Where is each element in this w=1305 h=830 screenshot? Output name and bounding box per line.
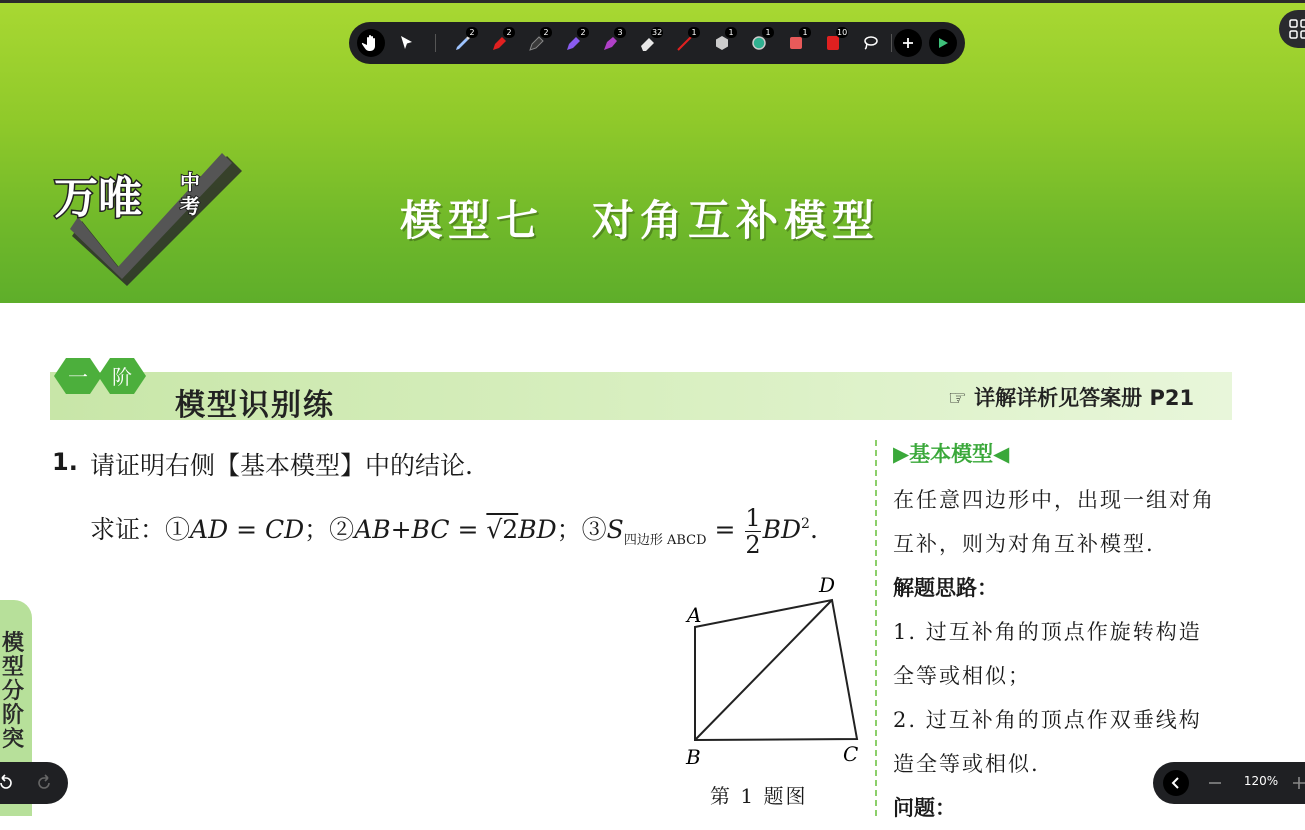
- svg-text:中: 中: [180, 170, 200, 194]
- equals-sign: =: [706, 515, 744, 544]
- goal-2-marker: ②: [329, 515, 355, 544]
- circle-tool-button[interactable]: [745, 29, 773, 57]
- sidebar-step-2: 2. 过互补角的顶点作双垂线构: [893, 708, 1202, 732]
- column-divider: [875, 440, 877, 816]
- sidebar-text: 在任意四边形中，出现一组对角: [893, 488, 1215, 512]
- quadrilateral-abcd: [695, 600, 857, 740]
- page-back-button[interactable]: [1163, 770, 1189, 796]
- eraser-count: 32: [652, 28, 663, 37]
- zoom-level: 120%: [1243, 774, 1279, 788]
- highlighter-count: 3: [614, 27, 626, 38]
- section-title: 模型识别练: [175, 388, 335, 423]
- goal-separator: ；: [556, 515, 582, 544]
- page-title: 模型七 对角互补模型: [400, 196, 881, 245]
- present-button[interactable]: [929, 29, 957, 57]
- fraction-denominator: 2: [745, 531, 761, 559]
- lasso-tool-button[interactable]: [856, 29, 884, 57]
- circle-count: 1: [762, 27, 774, 38]
- goal-3-marker: ③: [581, 515, 607, 544]
- quadrilateral-figure: [680, 570, 870, 770]
- sidebar-heading: ▶基本模型◀: [893, 442, 1010, 466]
- problem-number: 1.: [52, 448, 78, 476]
- annotation-toolbar: [349, 22, 965, 64]
- chevron-left-icon: [1163, 770, 1189, 796]
- select-tool-button[interactable]: [393, 29, 421, 57]
- goal-2-expression: AB+BC =: [354, 515, 487, 544]
- dark-pen-count: 2: [540, 27, 552, 38]
- badge-text-1: 一: [68, 365, 88, 389]
- area-symbol: S: [606, 515, 624, 544]
- goal-3-tail: BD: [762, 515, 802, 544]
- lasso-icon: [860, 33, 880, 53]
- shape-count: 1: [725, 27, 737, 38]
- sqrt-two: √2: [486, 515, 519, 544]
- grid-icon: [1288, 18, 1305, 40]
- svg-text:考: 考: [180, 194, 200, 218]
- stamp-tool-button[interactable]: [819, 29, 847, 57]
- red-pen-button[interactable]: [486, 29, 514, 57]
- sidebar-step-2-cont: 造全等或相似.: [893, 752, 1040, 776]
- answer-reference: ☞ 详解详析见答案册 P21: [948, 386, 1195, 410]
- sidebar-subheading: 解题思路：: [893, 576, 998, 600]
- shape-tool-button[interactable]: [708, 29, 736, 57]
- area-subscript: 四边形 ABCD: [623, 533, 707, 548]
- problem-statement: 请证明右侧【基本模型】中的结论.: [90, 451, 473, 480]
- add-tool-button[interactable]: [894, 29, 922, 57]
- dark-pen-button[interactable]: [523, 29, 551, 57]
- figure-caption: 第 1 题图: [710, 784, 808, 808]
- redo-button[interactable]: [34, 773, 54, 793]
- prove-prefix: 求证：: [90, 515, 166, 544]
- sidebar-step-1-cont: 全等或相似；: [893, 664, 1031, 688]
- square-exponent: 2: [801, 516, 810, 532]
- marker-count: 2: [466, 27, 478, 38]
- hand-tool-button[interactable]: [357, 29, 385, 57]
- plus-icon: [1289, 773, 1305, 793]
- minus-icon: [1205, 773, 1225, 793]
- undo-button[interactable]: [0, 773, 16, 793]
- goal-end: .: [809, 515, 818, 544]
- line-tool-button[interactable]: [671, 29, 699, 57]
- proof-goals: [90, 505, 818, 558]
- hand-icon: [361, 33, 381, 53]
- label-a: A: [687, 603, 702, 627]
- redo-icon: [34, 773, 54, 793]
- toolbar-separator: [891, 34, 892, 52]
- marker-tool-button[interactable]: [449, 29, 477, 57]
- present-icon: [933, 33, 953, 53]
- logo-text-main: 万唯: [54, 173, 142, 224]
- sidebar-subheading: 问题：: [893, 796, 956, 820]
- note-count: 1: [799, 27, 811, 38]
- goal-separator: ；: [304, 515, 330, 544]
- label-b: B: [686, 745, 701, 769]
- zoom-out-button[interactable]: [1205, 773, 1225, 793]
- sidebar-text: 互补，则为对角互补模型.: [893, 532, 1155, 556]
- toolbar-separator: [435, 34, 436, 52]
- plus-icon: [898, 33, 918, 53]
- eraser-button[interactable]: [634, 29, 662, 57]
- fraction-half: [745, 505, 760, 558]
- highlighter-button[interactable]: [597, 29, 625, 57]
- fraction-numerator: 1: [745, 504, 761, 532]
- purple-pen-count: 2: [577, 27, 589, 38]
- zoom-in-button[interactable]: [1289, 773, 1305, 793]
- sidebar-step-1: 1. 过互补角的顶点作旋转构造: [893, 620, 1202, 644]
- goal-2-tail: BD: [518, 515, 557, 544]
- pointer-icon: [397, 33, 417, 53]
- zoom-controls: [1153, 762, 1305, 804]
- undo-icon: [0, 773, 16, 793]
- brand-logo: [52, 151, 242, 291]
- goal-1-expression: AD = CD: [190, 515, 305, 544]
- purple-pen-button[interactable]: [560, 29, 588, 57]
- undo-redo-controls: [0, 762, 68, 804]
- red-pen-count: 2: [503, 27, 515, 38]
- label-d: D: [819, 573, 836, 597]
- diagonal-bd: [695, 600, 832, 740]
- badge-text-2: 阶: [112, 365, 132, 389]
- goal-1-marker: ①: [165, 515, 191, 544]
- section-badge: [50, 354, 150, 398]
- stamp-count: 10: [837, 28, 848, 37]
- line-count: 1: [688, 27, 700, 38]
- note-tool-button[interactable]: [782, 29, 810, 57]
- label-c: C: [843, 742, 859, 766]
- chapter-tab-label: 模型分阶突: [2, 631, 25, 752]
